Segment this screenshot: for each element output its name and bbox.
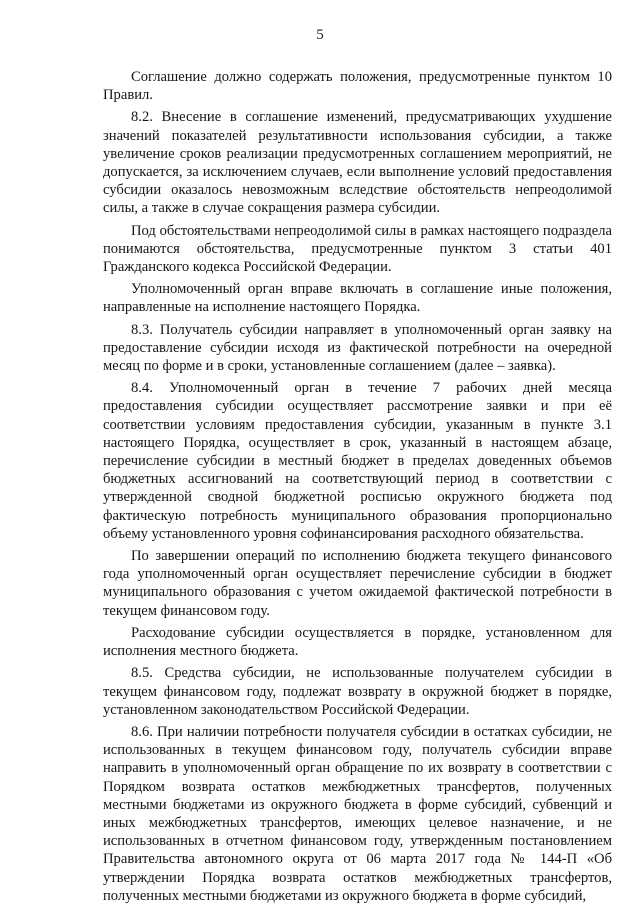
paragraph-force-majeure: Под обстоятельствами непреодолимой силы в рамках настоящего подраздела понимаются обстоятельства, предусмотренные пунктом 3 статьи 401 Гражданского кодекса Российской Федерации. — [103, 222, 612, 276]
paragraph-8-5: 8.5. Средства субсидии, не использованные получателем субсидии в текущем финансовом году, подлежат возврату в окружной бюджет в порядке, установленном законодательством Российской Федерации. — [103, 665, 612, 718]
paragraph-8-6: 8.6. При наличии потребности получателя субсидии в остатках субсидии, не использованных в текущем финансовом году, получатель субсидии вправе направить в уполномоченный орган обращение по их возврату в соответствии с Порядком возврата остатков межбюджетных трансфертов, полученных местными бюджетами из окружного бюджета в форме субсидий, субвенций и иных межбюджетных трансфертов, имеющих целевое назначение, и не использованных в отчетном финансовом году, утвержденным постановлением Правительства автономного округа от 06 марта 2017 года № 144-П «Об утверждении Порядка возврата остатков межбюджетных трансфертов, полученных местными бюджетами из окружного бюджета в форме субсидий, — [103, 723, 612, 904]
paragraph-8-2: 8.2. Внесение в соглашение изменений, предусматривающих ухудшение значений показателей результативности использования субсидии, а также увеличение сроков реализации предусмотренных соглашением мероприятий, не допускается, за исключением случаев, если выполнение условий предоставления субсидии оказалось невозможным вследствие обстоятельств непреодолимой силы, а также в случае сокращения размера субсидии. — [103, 109, 612, 217]
paragraph-8-3: 8.3. Получатель субсидии направляет в уполномоченный орган заявку на предоставление субсидии исходя из фактической потребности на очередной месяц по форме и в сроки, установленные соглашением (далее – заявка). — [103, 321, 612, 375]
page-number: 5 — [316, 27, 324, 43]
paragraph-8-4: 8.4. Уполномоченный орган в течение 7 рабочих дней месяца предоставления субсидии осуществляет рассмотрение заявки и при её соответствии условиям предоставления субсидии, указанным в пункте 3.1 настоящего Порядка, осуществляет в срок, указанный в настоящем абзаце, перечисление субсидии в местный бюджет в пределах доведенных объемов бюджетных ассигнований на соответствующий период в соответствии с утвержденной сводной бюджетной росписью окружного бюджета под фактическую потребность муниципального образования пропорционально объему установленного уровня софинансирования расходного обязательства. — [103, 380, 612, 542]
document-body — [103, 68, 612, 909]
paragraph-year-end-transfer: По завершении операций по исполнению бюджета текущего финансового года уполномоченный орган осуществляет перечисление субсидии в бюджет муниципального образования с учетом ожидаемой фактической потребности в текущем финансовом году. — [103, 548, 612, 619]
paragraph-other-provisions: Уполномоченный орган вправе включать в соглашение иные положения, направленные на исполнение настоящего Порядка. — [103, 281, 612, 316]
paragraph-agreement-contents: Соглашение должно содержать положения, предусмотренные пунктом 10 Правил. — [103, 69, 612, 104]
paragraph-spending-order: Расходование субсидии осуществляется в порядке, установленном для исполнения местного бюджета. — [103, 624, 612, 660]
